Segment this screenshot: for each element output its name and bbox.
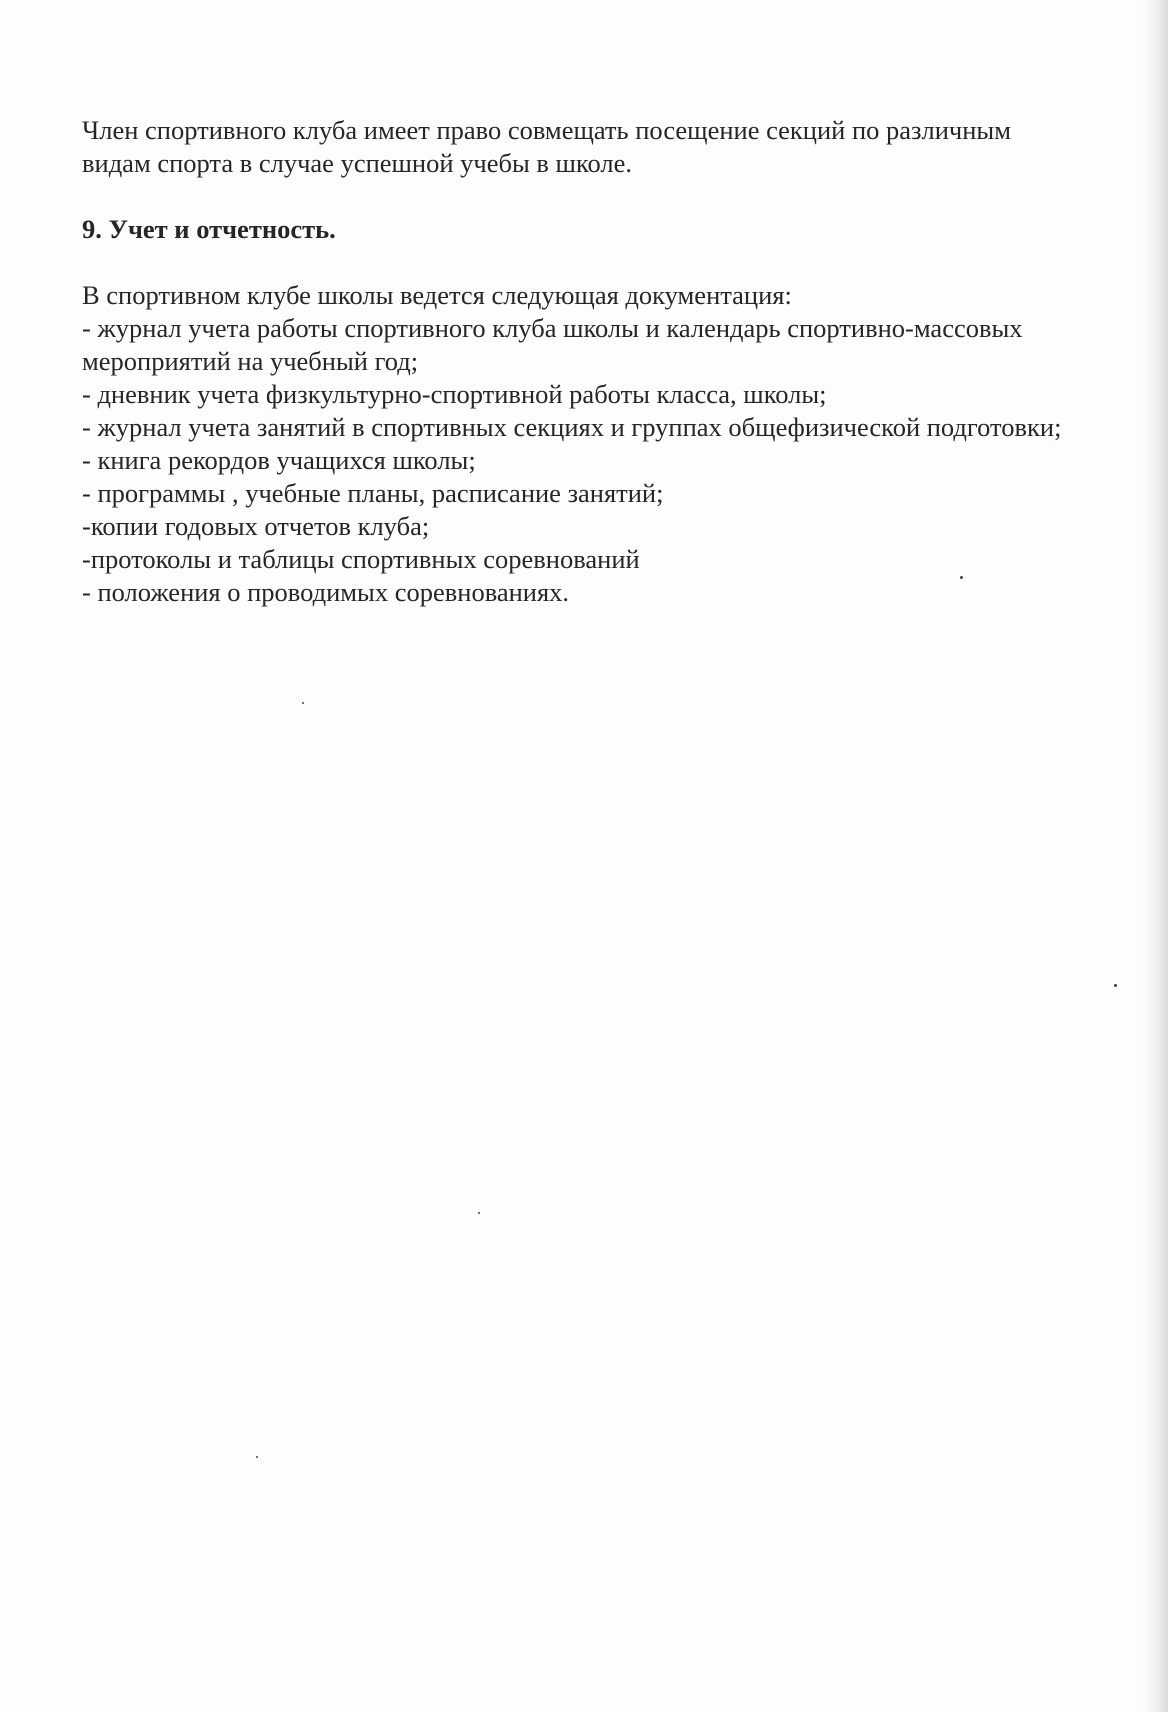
list-item: -протоколы и таблицы спортивных соревнований [82, 544, 640, 574]
list-item: - дневник учета физкультурно-спортивной работы класса, школы; [82, 379, 827, 409]
document-body [82, 114, 1082, 609]
list-item: - журнал учета занятий в спортивных секциях и группах общефизической подготовки; [82, 412, 1062, 442]
list-item: - книга рекордов учащихся школы; [82, 445, 476, 475]
list-item: -копии годовых отчетов клуба; [82, 511, 430, 541]
documentation-intro: В спортивном клубе школы ведется следующая документация: [82, 280, 792, 310]
scan-speck [1114, 984, 1117, 987]
list-item: - положения о проводимых соревнованиях. [82, 577, 570, 607]
list-item: - журнал учета работы спортивного клуба школы и календарь спортивно-массовых мероприятий на учебный год; [82, 313, 1023, 376]
scan-speck [302, 702, 304, 704]
intro-paragraph: Член спортивного клуба имеет право совмещать посещение секций по различным видам спорта в случае успешной учебы в школе. [82, 115, 1012, 178]
scan-edge-shadow [1142, 0, 1168, 1712]
scan-speck [478, 1212, 480, 1214]
documentation-list [82, 312, 1082, 609]
scan-speck [960, 576, 963, 579]
scan-speck [256, 1456, 258, 1458]
list-item: - программы , учебные планы, расписание занятий; [82, 478, 664, 508]
section-heading: 9. Учет и отчетность. [82, 214, 336, 244]
